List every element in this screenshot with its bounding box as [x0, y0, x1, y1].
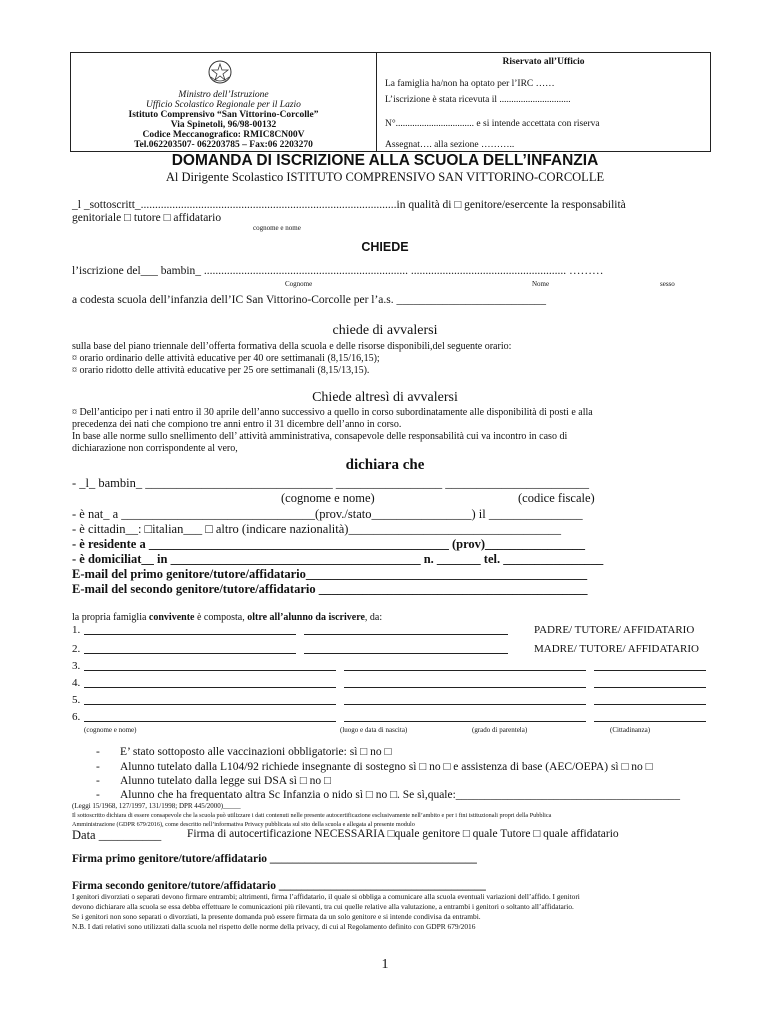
family-row-field[interactable] [344, 670, 494, 671]
family-row-number: 6. [72, 711, 81, 723]
family-row-field[interactable] [474, 670, 586, 671]
enroll-surname-caption: Cognome [285, 280, 313, 288]
domicile-line: - è domiciliat__ in ________________________________________ n. _______ tel. ________________ [72, 552, 604, 566]
dsa-line: Alunno tutelato dalla legge sui DSA sì □ no □ [120, 775, 331, 787]
laws-line: (Leggi 15/1968, 127/1997, 131/1998; DPR 445/2000)_____ [72, 802, 241, 810]
address-label: Via Spinetoli, 96/98-00132 [170, 120, 277, 130]
family-row-field[interactable] [344, 704, 494, 705]
note-line-4: N.B. I dati relativi sono utilizzati dalla scuola nel rispetto delle norme della privacy, di cui al Regolamento definito con GDPR 679/2016 [72, 922, 476, 931]
caption-citizenship: (Cittadinanza) [610, 726, 651, 734]
family-row-field[interactable] [594, 721, 706, 722]
republic-emblem-icon [207, 59, 233, 85]
enroll-line: l’iscrizione del___ bambin_ ....................................................................... ...................................................... ……… [72, 265, 604, 277]
altresi-line-1: ¤ Dell’anticipo per i nati entro il 30 aprile dell’anno successivo a quello in corso subordinatamente alle disponibilità di posti e alla [72, 407, 593, 418]
ministry-label: Ministro dell’Istruzione [178, 90, 269, 100]
bullet-dash: - [96, 761, 100, 773]
irc-line: La famiglia ha/non ha optato per l’IRC …… [385, 79, 555, 89]
altresi-heading: Chiede altresì di avvalersi [312, 390, 458, 405]
signer-line: _l _sottoscritt_.........................................................................................in qualità di □ genitore/esercente la responsabilità [72, 199, 626, 211]
bullet-dash: - [96, 746, 100, 758]
caption-relationship: (grado di parentela) [472, 726, 528, 734]
family-row-field[interactable] [474, 687, 586, 688]
code-label: Codice Meccanografico: RMIC8CN00V [142, 130, 305, 140]
family-row-number: 5. [72, 694, 81, 706]
family-row-field[interactable] [594, 687, 706, 688]
page-number: 1 [381, 957, 389, 972]
page-title: DOMANDA DI ISCRIZIONE ALLA SCUOLA DELL’INFANZIA [171, 152, 599, 169]
role-mother: MADRE/ TUTORE/ AFFIDATARIO [534, 643, 699, 655]
schedule-option-full: ¤ orario ordinario delle attività educative per 40 ore settimanali (8,15/16,15); [72, 353, 380, 364]
privacy-line-1: Il sottoscritto dichiara di essere consapevole che la scuola può utilizzare i dati contenuti nelle presente autocertificazione esclusivamente nell’ambito e per i fini istituzionali propri della Pubblica [72, 812, 552, 819]
family-row-field[interactable] [304, 653, 508, 654]
altresi-line-3: In base alle norme sullo snellimento dell’ attività amministrativa, consapevole delle responsabilità cui va incontro in caso di [72, 431, 568, 442]
family-row-number: 3. [72, 660, 81, 672]
institute-label: Istituto Comprensivo “San Vittorino-Corcolle” [128, 110, 319, 120]
family-row-number: 2. [72, 643, 81, 655]
enroll-name-caption: Nome [532, 280, 550, 288]
family-row-field[interactable] [84, 721, 336, 722]
signer-role-line: genitoriale □ tutore □ affidatario [72, 212, 222, 224]
note-line-2: devono dichiarare alla scuola se essa debba effettuare le comunicazioni più rilevanti, tra cui quelle relative alla valutazione, a entrambi i genitori o soltanto all’affidatario. [72, 902, 574, 911]
family-row-field[interactable] [84, 670, 336, 671]
number-line: N°................................. e si intende accettata con riserva [385, 119, 600, 129]
page-subtitle: Al Dirigente Scolastico ISTITUTO COMPRENSIVO SAN VITTORINO-CORCOLLE [165, 170, 605, 184]
caption-name: (cognome e nome) [84, 726, 137, 734]
family-row-field[interactable] [84, 704, 336, 705]
note-line-1: I genitori divorziati o separati devono firmare entrambi; altrimenti, firma l’affidatario, il quale si obbliga a comunicare alla scuola eventuali variazioni dell’affido. I genitori [72, 892, 580, 901]
bullet-dash: - [96, 775, 100, 787]
assigned-line: Assegnat…. alla sezione ……….. [385, 140, 515, 150]
email-first-parent-line: E-mail del primo genitore/tutore/affidatario_____________________________________________ [72, 567, 588, 581]
family-row-field[interactable] [474, 721, 586, 722]
family-row-field[interactable] [304, 634, 508, 635]
chiede-heading: CHIEDE [361, 240, 409, 254]
self-certification-line: Firma di autocertificazione NECESSARIA □quale genitore □ quale Tutore □ quale affidatario [187, 828, 619, 840]
vaccination-line: E’ stato sottoposto alle vaccinazioni obbligatorie: sì □ no □ [120, 746, 392, 758]
enroll-sex-caption: sesso [660, 280, 675, 288]
office-use-title: Riservato all’Ufficio [502, 57, 585, 67]
received-line: L’iscrizione è stata ricevuta il .............................. [385, 95, 571, 105]
child-line: - _l_ bambin_ ______________________________ _________________ _______________________ [72, 476, 590, 490]
altresi-line-2: precedenza dei nati che compiono tre anni entro il 31 dicembre dell’anno in corso. [72, 419, 402, 430]
family-row-number: 1. [72, 624, 81, 636]
second-parent-signature: Firma secondo genitore/tutore/affidatario ____________________________________ [72, 880, 486, 892]
dichiara-heading: dichiara che [345, 457, 425, 473]
school-info [71, 53, 376, 151]
family-intro: la propria famiglia convivente è composta, oltre all’alunno da iscrivere, da: [72, 612, 383, 623]
privacy-line-2: Amministrazione (GDPR 679/2016), come descritto nell’informativa Privacy pubblicata sul sito della scuola e allegata al presente modulo [72, 821, 415, 828]
caption-birth: (luogo e data di nascita) [340, 726, 408, 734]
child-cf-caption: (codice fiscale) [518, 491, 595, 505]
support-teacher-line: Alunno tutelato dalla L104/92 richiede insegnante di sostegno sì □ no □ e assistenza di base (AEC/OEPA) sì □ no □ [120, 761, 653, 773]
family-row-field[interactable] [344, 721, 494, 722]
phone-label: Tel.062203507- 062203785 – Fax:06 2203270 [134, 140, 313, 150]
altresi-line-4: dichiarazione non corrispondente al vero, [72, 443, 238, 454]
birth-line: - è nat_ a _______________________________(prov./stato________________) il _______________ [72, 507, 583, 521]
family-row-field[interactable] [594, 704, 706, 705]
citizenship-line: - è cittadin__: □italian___ □ altro (indicare nazionalità)__________________________________ [72, 522, 561, 536]
child-name-caption: (cognome e nome) [281, 491, 375, 505]
header-box [70, 52, 711, 152]
family-row-number: 4. [72, 677, 81, 689]
family-row-field[interactable] [84, 687, 336, 688]
family-row-field[interactable] [594, 670, 706, 671]
school-year-line: a codesta scuola dell’infanzia dell’IC San Vittorino-Corcolle per l’a.s. __________________________ [72, 294, 547, 306]
note-line-3: Se i genitori non sono separati o divorziati, la presente domanda può essere firmata da un solo genitore e si intende condivisa da entrambi. [72, 912, 481, 921]
email-second-parent-line: E-mail del secondo genitore/tutore/affidatario ___________________________________________ [72, 582, 588, 596]
residence-line: - è residente a ________________________________________________ (prov)________________ [72, 537, 586, 551]
family-row-field[interactable] [344, 687, 494, 688]
office-use-box [377, 53, 710, 151]
previous-school-line: Alunno che ha frequentato altra Sc Infanzia o nido sì □ no □. Se sì,quale:_______________________________________ [120, 789, 681, 801]
avvalersi-heading: chiede di avvalersi [332, 323, 438, 338]
family-row-field[interactable] [84, 634, 296, 635]
schedule-option-reduced: ¤ orario ridotto delle attività educative per 25 ore settimanali (8,15/13,15). [72, 365, 370, 376]
date-field: Data __________ [72, 828, 162, 842]
family-row-field[interactable] [84, 653, 296, 654]
office-label: Ufficio Scolastico Regionale per il Lazio [146, 100, 301, 110]
role-father: PADRE/ TUTORE/ AFFIDATARIO [534, 624, 695, 636]
family-row-field[interactable] [474, 704, 586, 705]
signer-caption: cognome e nome [253, 224, 301, 232]
avvalersi-intro: sulla base del piano triennale dell’offerta formativa della scuola e delle risorse disponibili,del seguente orario: [72, 341, 512, 352]
bullet-dash: - [96, 789, 100, 801]
first-parent-signature: Firma primo genitore/tutore/affidatario ____________________________________ [72, 853, 477, 865]
